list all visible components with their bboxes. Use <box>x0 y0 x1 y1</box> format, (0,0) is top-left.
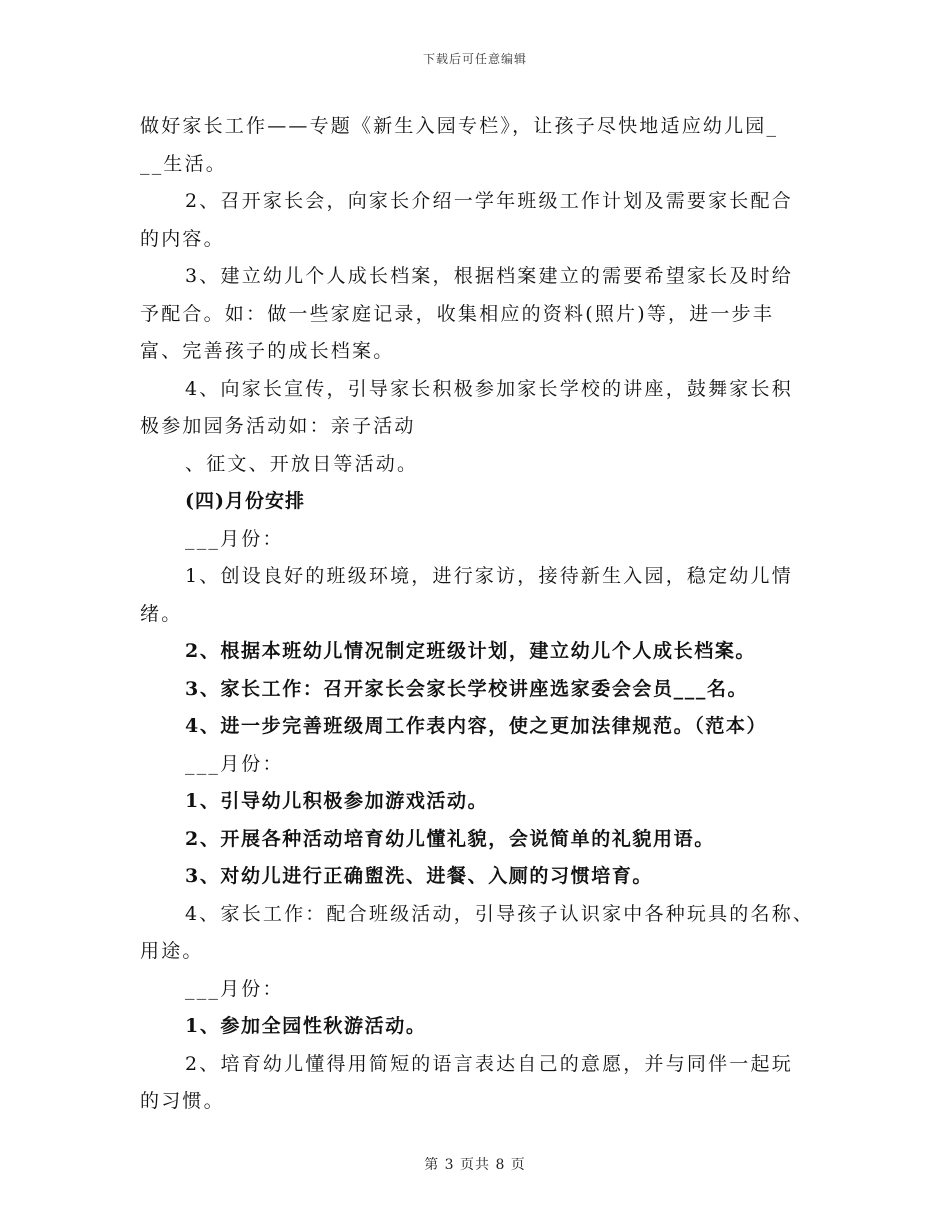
paragraph-line: 的习惯。 <box>140 1090 225 1112</box>
paragraph-line: 的内容。 <box>140 227 225 250</box>
paragraph-line: 3、建立幼儿个人成长档案，根据档案建立的需要希望家长及时给 <box>185 265 793 287</box>
paragraph-line: 1、创设良好的班级环境，进行家访，接待新生入园，稳定幼儿情 <box>185 565 793 587</box>
paragraph-line: 4、家长工作：配合班级活动，引导孩子认识家中各种玩具的名称、 <box>185 902 815 925</box>
bold-item: 3、家长工作：召开家长会家长学校讲座选家委会会员___名。 <box>185 677 749 700</box>
paragraph-line: __生活。 <box>140 152 228 175</box>
paragraph-line: 2、召开家长会，向家长介绍一学年班级工作计划及需要家长配合 <box>185 190 793 212</box>
bold-item: 3、对幼儿进行正确盥洗、进餐、入厕的习惯培育。 <box>185 865 654 887</box>
bold-item: 4、进一步完善班级周工作表内容，使之更加法律规范。（范本） <box>185 715 768 737</box>
document-body <box>140 108 815 1121</box>
month-label: ___月份： <box>185 977 284 1000</box>
bold-item: 2、开展各种活动培育幼儿懂礼貌，会说简单的礼貌用语。 <box>185 827 715 850</box>
paragraph-line: 、征文、开放日等活动。 <box>185 452 419 475</box>
paragraph-line: 用途。 <box>140 940 204 962</box>
paragraph-line: 极参加园务活动如：亲子活动 <box>140 415 416 437</box>
bold-item: 1、引导幼儿积极参加游戏活动。 <box>185 790 489 812</box>
paragraph-line: 绪。 <box>140 602 183 625</box>
paragraph-line: 4、向家长宣传，引导家长积极参加家长学校的讲座，鼓舞家长积 <box>185 377 793 400</box>
page-footer: 第 3 页共 8 页 <box>424 1157 526 1173</box>
bold-item: 2、根据本班幼儿情况制定班级计划，建立幼儿个人成长档案。 <box>185 640 757 662</box>
paragraph-line: 2、培育幼儿懂得用简短的语言表达自己的意愿，并与同伴一起玩 <box>185 1052 793 1075</box>
paragraph-line: 富、完善孩子的成长档案。 <box>140 340 395 362</box>
bold-item: 1、参加全园性秋游活动。 <box>185 1015 427 1037</box>
paragraph-line: 予配合。如：做一些家庭记录，收集相应的资料(照片)等，进一步丰 <box>140 302 775 325</box>
paragraph-line: 做好家长工作——专题《新生入园专栏》，让孩子尽快地适应幼儿园_ <box>140 115 779 137</box>
section-heading: (四)月份安排 <box>185 490 305 512</box>
month-label: ___月份： <box>185 752 284 775</box>
month-label: ___月份： <box>185 527 284 550</box>
page-header: 下载后可任意编辑 <box>422 52 527 66</box>
